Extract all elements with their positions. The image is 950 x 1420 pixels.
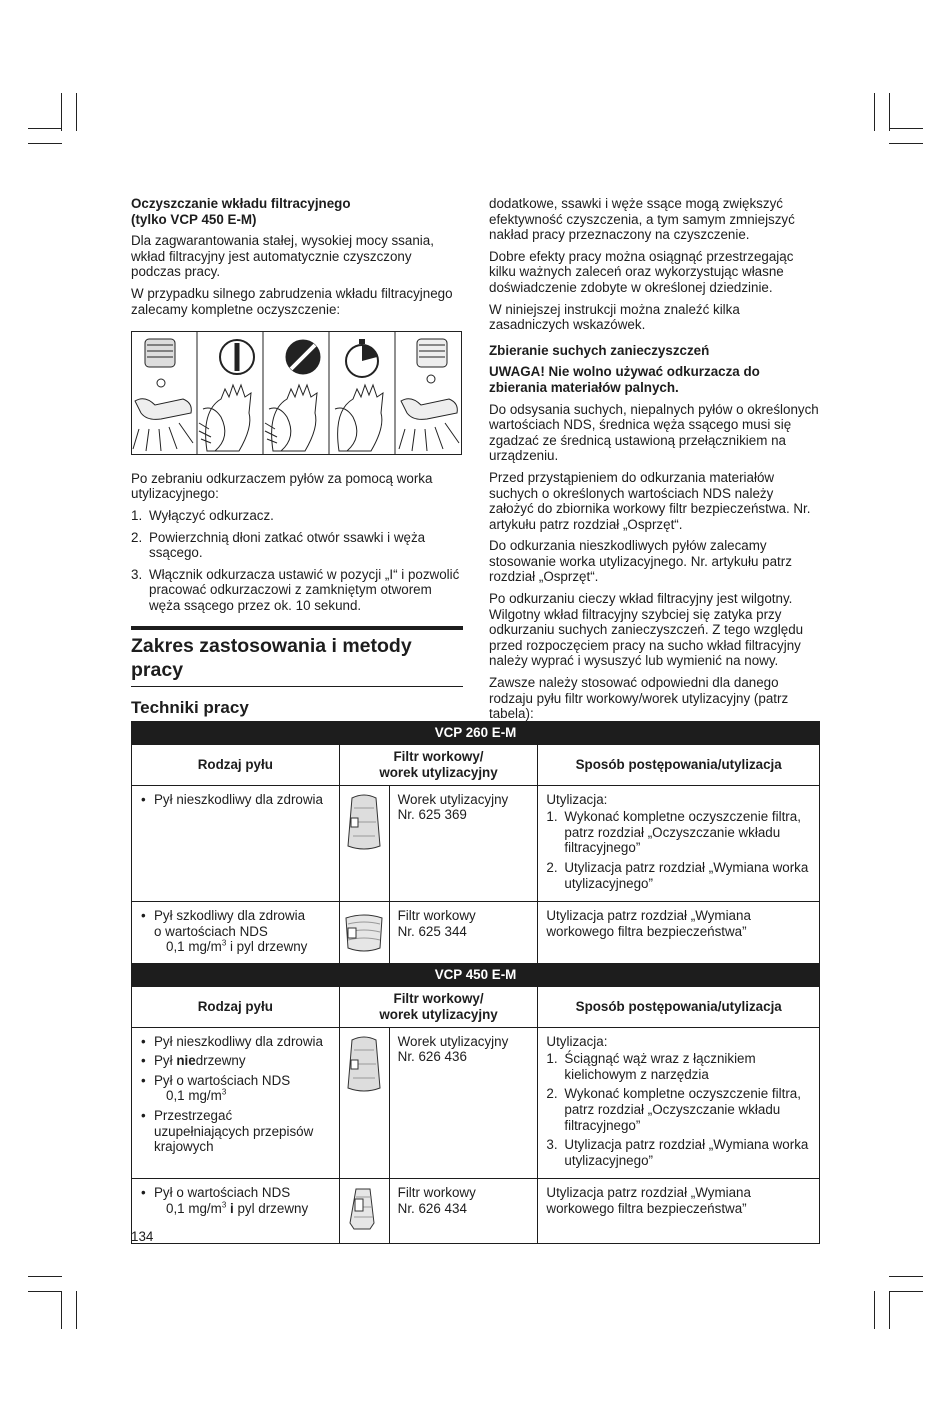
heading-line: Oczyszczanie wkładu filtracyjnego <box>131 196 351 211</box>
crop-mark <box>889 1291 890 1329</box>
disposal-bag-icon <box>339 785 389 902</box>
step-number: 2. <box>546 859 558 875</box>
paragraph: Po odkurzaniu cieczy wkład filtracyjny jest wilgotny. Wilgotny wkład filtracyjny szybciej się zatyka przy odkurzaniu suchych zanieczyszczeń. Z tego względu przed rozpoczęciem pracy na sucho wkład filtracyjny należy wyprać i wysuszyć lub wymienić na nowy. <box>489 591 804 669</box>
table-title: VCP 450 E-M <box>132 964 820 987</box>
crop-mark <box>889 1291 923 1292</box>
table-row <box>132 785 820 902</box>
section-divider <box>131 686 463 687</box>
table-header-row <box>132 986 820 1027</box>
dust-line: Pył o wartościach NDS <box>154 1072 291 1088</box>
column-header: Rodzaj pyłu <box>132 744 340 785</box>
crop-mark <box>28 128 62 129</box>
dust-line: o wartościach NDS <box>154 923 268 939</box>
table-row <box>132 1179 820 1244</box>
header-line: worek utylizacyjny <box>379 764 498 780</box>
table-title-row <box>132 964 820 987</box>
dust-line: Pył szkodliwy dla zdrowia <box>154 908 306 924</box>
step-number: 2. <box>131 529 143 545</box>
list-item <box>546 1086 811 1133</box>
emphasis: nie <box>176 1053 196 1069</box>
list-item <box>131 567 463 614</box>
step-number: 1. <box>546 809 558 825</box>
nds-value: 0,1 mg/m <box>166 1200 222 1216</box>
crop-mark <box>61 1291 62 1329</box>
method-cell <box>538 785 820 902</box>
crop-mark <box>874 1291 875 1329</box>
filter-cell <box>389 785 538 902</box>
warning-text: UWAGA! Nie wolno używać odkurzacza do zbierania materiałów palnych. <box>489 364 760 395</box>
dust-type-cell <box>132 1027 340 1179</box>
crop-mark <box>889 143 923 144</box>
crop-mark <box>28 1291 62 1292</box>
header-line: Filtr workowy/ <box>393 749 484 764</box>
list-item <box>140 1053 331 1069</box>
dust-tail: i pyl drzewny <box>226 939 308 955</box>
paragraph: Po zebraniu odkurzaczem pyłów za pomocą worka utylizacyjnego: <box>131 470 433 502</box>
filter-cleaning-heading <box>131 196 463 227</box>
column-header: Sposób postępowania/utylizacja <box>538 744 820 785</box>
list-item <box>131 508 463 524</box>
filter-name: Worek utylizacyjny <box>397 1033 509 1049</box>
heading-line: (tylko VCP 450 E-M) <box>131 211 257 227</box>
step-text: Wyłączyć odkurzacz. <box>149 507 274 523</box>
table-header-row <box>132 744 820 785</box>
list-item: • Przestrzegać uzupełniających przepisów krajowych <box>140 1108 331 1155</box>
dust-line: Pył o wartościach NDS <box>154 1185 291 1201</box>
column-header <box>339 986 538 1027</box>
paragraph: Dobre efekty pracy można osiągnąć przestrzegając kilku ważnych zaleceń oraz wykorzystując własne doświadczenie zdobyte w określonej dziedzinie. <box>489 248 794 295</box>
header-line: worek utylizacyjny <box>379 1006 498 1022</box>
paragraph: Do odsysania suchych, niepalnych pyłów o określonych wartościach NDS, średnica węża ssącego musi się zgadzać ze średnicą ustawioną przełącznikiem na urządzeniu. <box>489 401 819 464</box>
list-item <box>140 1185 331 1216</box>
crop-mark <box>889 93 890 131</box>
paragraph: Zawsze należy stosować odpowiedni dla danego rodzaju pyłu filtr workowy/worek utylizacyjny (patrz tabela): <box>489 675 789 722</box>
step-number: 1. <box>131 507 143 523</box>
column-header <box>339 744 538 785</box>
dry-collection-heading: Zbieranie suchych zanieczyszczeń <box>489 342 710 358</box>
left-column <box>131 196 463 746</box>
step-number: 1. <box>546 1051 558 1067</box>
bag-filter-icon <box>339 1179 389 1244</box>
list-item <box>140 1073 331 1104</box>
method-intro: Utylizacja: <box>546 791 608 807</box>
dust-type-cell <box>132 1179 340 1244</box>
dust-type-cell <box>132 785 340 902</box>
dust-type-cell <box>132 902 340 966</box>
bag-filter-icon <box>339 902 389 966</box>
step-text: Wykonać kompletne oczyszczenie filtra, patrz rozdział „Oczyszczanie wkładu filtracyjnego” <box>564 1086 801 1133</box>
table-vcp450 <box>131 963 820 1244</box>
table-title-row <box>132 722 820 745</box>
crop-mark <box>61 93 62 131</box>
nds-value: 0,1 mg/m <box>166 1088 222 1104</box>
dust-tail: pyl drzewny <box>233 1200 309 1216</box>
paragraph: Przed przystąpieniem do odkurzania materiałów suchych o określonych wartościach NDS należy założyć do zbiornika workowy filtr bezpieczeństwa. Nr. artykułu patrz rozdział „Osprzęt“. <box>489 469 811 532</box>
section-rule <box>131 626 463 630</box>
table-title: VCP 260 E-M <box>132 722 820 745</box>
unit-exponent: 3 <box>221 1200 227 1210</box>
section-title: Zakres zastosowania i metody pracy <box>131 634 412 681</box>
step-text: Ściągnąć wąż wraz z łącznikiem kielichowym z narzędzia <box>564 1051 756 1082</box>
table-row <box>132 902 820 966</box>
part-number: Nr. 626 434 <box>397 1200 467 1216</box>
dust-value <box>154 1201 331 1217</box>
unit-exponent: 3 <box>221 938 227 948</box>
method-cell: Utylizacja patrz rozdział „Wymiana workowego filtra bezpieczeństwa” <box>538 902 820 966</box>
step-text: Utylizacja patrz rozdział „Wymiana worka utylizacyjnego” <box>564 859 809 891</box>
crop-mark <box>889 128 923 129</box>
crop-mark <box>874 93 875 131</box>
dust-value <box>154 1088 331 1104</box>
subsection-title: Techniki pracy <box>131 697 249 717</box>
step-text: Utylizacja patrz rozdział „Wymiana worka utylizacyjnego” <box>564 1137 809 1168</box>
dust-prefix: Pył <box>154 1053 177 1069</box>
dust-value <box>154 939 331 955</box>
filter-name: Filtr workowy <box>397 908 476 924</box>
list-item <box>140 908 331 955</box>
list-item <box>546 860 811 891</box>
emphasis: i <box>226 1200 234 1216</box>
paragraph: Dla zagwarantowania stałej, wysokiej mocy ssania, wkład filtracyjny jest automatycznie czyszczony podczas pracy. <box>131 233 434 280</box>
list-item <box>546 1137 811 1168</box>
list-item <box>546 1051 811 1082</box>
part-number: Nr. 625 344 <box>397 923 467 939</box>
list-item <box>131 530 463 561</box>
dust-suffix: drzewny <box>195 1053 246 1069</box>
part-number: Nr. 625 369 <box>397 807 467 823</box>
table-row <box>132 1027 820 1179</box>
method-cell <box>538 1027 820 1179</box>
crop-mark <box>28 1276 62 1277</box>
right-column <box>489 196 820 728</box>
step-text: Wykonać kompletne oczyszczenie filtra, patrz rozdział „Oczyszczanie wkładu filtracyjnego” <box>564 809 801 856</box>
paragraph: W niniejszej instrukcji można znaleźć kilka zasadniczych wskazówek. <box>489 301 740 333</box>
method-intro: Utylizacja: <box>546 1033 608 1049</box>
disposal-bag-icon <box>339 1027 389 1179</box>
method-cell: Utylizacja patrz rozdział „Wymiana workowego filtra bezpieczeństwa” <box>538 1179 820 1244</box>
list-item <box>546 809 811 856</box>
crop-mark <box>889 1276 923 1277</box>
steps-list <box>131 508 463 614</box>
page-number: 134 <box>131 1229 154 1244</box>
step-number: 3. <box>131 566 143 582</box>
filter-cleaning-steps-illustration <box>131 331 462 455</box>
paragraph: Do odkurzania nieszkodliwych pyłów zalecamy stosowanie worka utylizacyjnego. Nr. artykułu patrz rozdział „Osprzęt“. <box>489 538 792 585</box>
list-item: • Pył nieszkodliwy dla zdrowia <box>140 1034 331 1050</box>
step-number: 2. <box>546 1086 558 1102</box>
part-number: Nr. 626 436 <box>397 1049 467 1065</box>
filter-cell <box>389 902 538 966</box>
column-header: Sposób postępowania/utylizacja <box>538 986 820 1027</box>
paragraph: W przypadku silnego zabrudzenia wkładu filtracyjnego zalecamy kompletne oczyszczenie: <box>131 285 453 317</box>
step-text: Włącznik odkurzacza ustawić w pozycji „I“ i pozwolić pracować odkurzaczowi z zamkniętym otworem węża ssącego przez ok. 10 sekund. <box>149 566 460 613</box>
header-line: Filtr workowy/ <box>393 991 484 1006</box>
column-header: Rodzaj pyłu <box>132 986 340 1027</box>
filter-name: Worek utylizacyjny <box>397 791 509 807</box>
crop-mark <box>76 93 77 131</box>
list-item: • Pył nieszkodliwy dla zdrowia <box>140 792 331 808</box>
crop-mark <box>76 1291 77 1329</box>
table-vcp260 <box>131 721 820 966</box>
filter-cell <box>389 1179 538 1244</box>
step-text: Powierzchnią dłoni zatkać otwór ssawki i węża ssącego. <box>149 529 426 561</box>
filter-name: Filtr workowy <box>397 1185 476 1201</box>
crop-mark <box>28 143 62 144</box>
filter-cell <box>389 1027 538 1179</box>
nds-value: 0,1 mg/m <box>166 939 222 955</box>
step-number: 3. <box>546 1137 558 1153</box>
paragraph: dodatkowe, ssawki i węże ssące mogą zwiększyć efektywność czyszczenia, a tym samym zmniejszyć nakład pracy przeznaczony na czyszczenie. <box>489 196 795 243</box>
unit-exponent: 3 <box>221 1087 227 1097</box>
